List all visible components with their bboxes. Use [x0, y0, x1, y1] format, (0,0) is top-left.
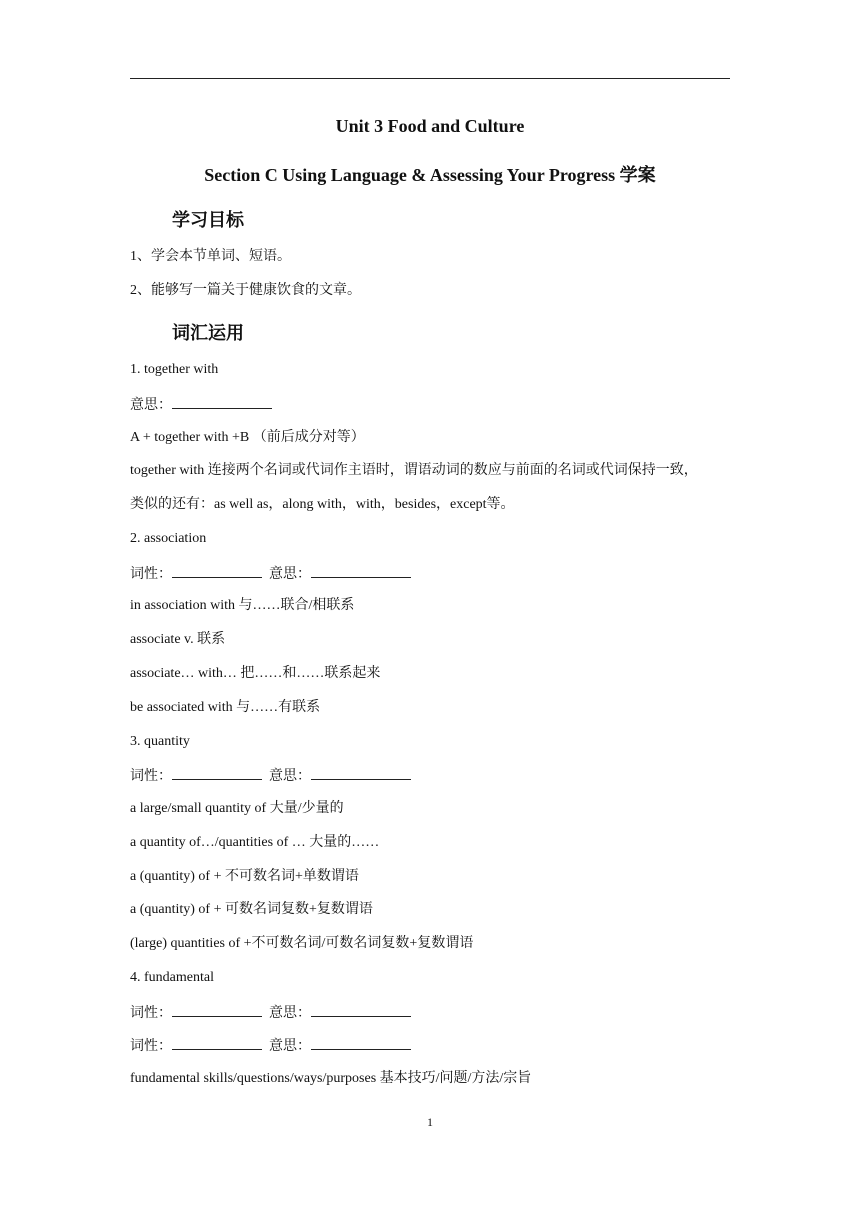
pos-label: 词性： [130, 1039, 172, 1054]
item2-line: associate… with… 把……和……联系起来 [130, 666, 381, 681]
fill-blank [311, 1004, 411, 1017]
vocab-heading: 词汇运用 [172, 323, 244, 344]
item1-word: 1. together with [130, 362, 219, 377]
objective-1: 1、学会本节单词、短语。 [130, 249, 291, 264]
fill-blank [172, 565, 262, 578]
meaning-label: 意思： [269, 769, 311, 784]
item2-line: be associated with 与……有联系 [130, 700, 321, 715]
item3-word: 3. quantity [130, 734, 190, 749]
header-rule [130, 78, 730, 79]
objectives-heading: 学习目标 [172, 210, 244, 231]
item4-pos-meaning-row [130, 1037, 411, 1055]
meaning-label: 意思： [130, 398, 172, 413]
item1-line: 类似的还有：as well as，along with，with，besides，except等。 [130, 497, 515, 512]
item1-line: together with 连接两个名词或代词作主语时，谓语动词的数应与前面的名词或代词保持一致， [130, 463, 698, 478]
fill-blank [172, 1037, 262, 1050]
item4-line: fundamental skills/questions/ways/purposes 基本技巧/问题/方法/宗旨 [130, 1071, 532, 1086]
item4-pos-meaning-row [130, 1004, 411, 1022]
fill-blank [311, 767, 411, 780]
item1-line: A + together with +B （前后成分对等） [130, 430, 365, 445]
pos-label: 词性： [130, 769, 172, 784]
fill-blank [172, 1004, 262, 1017]
item3-line: a large/small quantity of 大量/少量的 [130, 801, 344, 816]
document-title: Unit 3 Food and Culture [335, 116, 525, 136]
item3-pos-meaning-row [130, 767, 411, 785]
item1-meaning-row [130, 396, 272, 414]
meaning-label: 意思： [269, 1039, 311, 1054]
fill-blank [311, 1037, 411, 1050]
item4-word: 4. fundamental [130, 970, 214, 985]
item2-line: in association with 与……联合/相联系 [130, 598, 355, 613]
item3-line: a (quantity) of + 不可数名词+单数谓语 [130, 869, 359, 884]
item3-line: a (quantity) of + 可数名词复数+复数谓语 [130, 902, 373, 917]
fill-blank [172, 396, 272, 409]
objective-2: 2、能够写一篇关于健康饮食的文章。 [130, 283, 361, 298]
document-subtitle: Section C Using Language & Assessing Your Progress 学案 [204, 165, 656, 185]
item3-line: a quantity of…/quantities of … 大量的…… [130, 835, 380, 850]
meaning-label: 意思： [269, 1006, 311, 1021]
fill-blank [311, 565, 411, 578]
pos-label: 词性： [130, 567, 172, 582]
page-number: 1 [427, 1115, 433, 1129]
meaning-label: 意思： [269, 567, 311, 582]
item2-word: 2. association [130, 531, 207, 546]
item2-line: associate v. 联系 [130, 632, 226, 647]
pos-label: 词性： [130, 1006, 172, 1021]
fill-blank [172, 767, 262, 780]
item2-pos-meaning-row [130, 565, 411, 583]
item3-line: (large) quantities of +不可数名词/可数名词复数+复数谓语 [130, 936, 474, 951]
